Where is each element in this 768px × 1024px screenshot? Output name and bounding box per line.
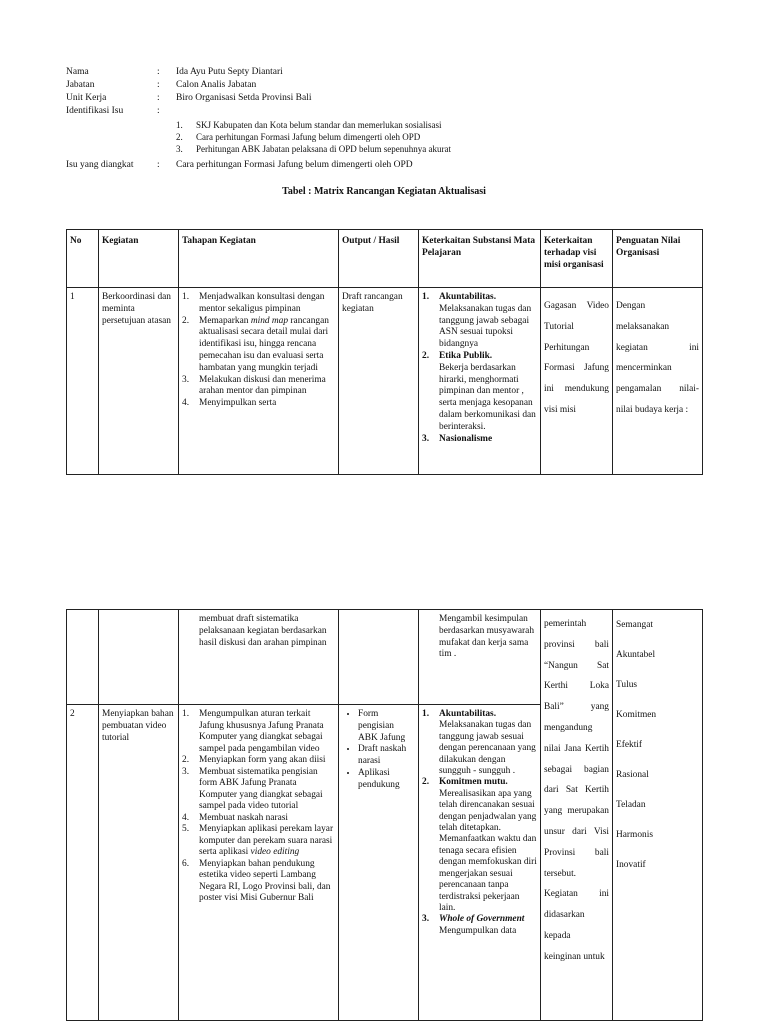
- step-item: 4. Membuat naskah narasi: [182, 812, 289, 823]
- issue-item: 3. Perhitungan ABK Jabatan pelaksana di OPD belum sepenuhnya akurat: [176, 144, 451, 154]
- step-item: 1. Mengumpulkan aturan terkait Jafung khususnya Jafung Pranata Komputer yang diangkat sebagai sampel pada pengambilan video: [182, 709, 324, 754]
- col-header-visi-misi: Keterkaitan terhadap visi misi organisasi: [541, 230, 613, 288]
- cell-kegiatan: Menyiapkan bahan pembuatan video tutorial: [99, 705, 179, 1021]
- col-header-substansi: Keterkaitan Substansi Mata Pelajaran: [419, 230, 541, 288]
- nilai-item: Efektif: [616, 740, 643, 750]
- field-label: Isu yang diangkat: [66, 160, 134, 170]
- col-header-tahapan: Tahapan Kegiatan: [179, 230, 339, 288]
- col-header-nilai: Penguatan Nilai Organisasi: [613, 230, 703, 288]
- field-jabatan: [0, 79, 768, 91]
- field-colon: :: [157, 67, 160, 77]
- step-item: 3. Melakukan diskusi dan menerima arahan mentor dan pimpinan: [182, 374, 326, 397]
- field-colon: :: [157, 106, 160, 116]
- issue-item: 1. SKJ Kabupaten dan Kota belum standar dan memerlukan sosialisasi: [176, 120, 442, 130]
- subject-item: 1. Akuntabilitas. Melaksanakan tugas dan tanggung jawab sebagai ASN sesuai tupoksi bidangnya: [422, 292, 532, 350]
- table-row: [67, 288, 703, 475]
- issue-item: 2. Cara perhitungan Formasi Jafung belum dimengerti oleh OPD: [176, 132, 421, 142]
- nilai-item: Rasional: [616, 770, 649, 780]
- cell-tahapan-cont: membuat draft sistematika pelaksanaan kegiatan berdasarkan hasil diskusi dan arahan pimpinan: [179, 610, 339, 705]
- cell-tahapan: [179, 288, 339, 475]
- cell-tahapan: [179, 705, 339, 1021]
- table-caption: Tabel : Matrix Rancangan Kegiatan Aktualisasi: [282, 186, 486, 197]
- field-label: Nama: [66, 67, 89, 77]
- subject-item: 2. Etika Publik. Bekerja berdasarkan hirarki, menghormati pimpinan dan mentor , serta menjaga kesopanan dalam berkomunikasi dan berinteraksi.: [422, 350, 536, 432]
- nilai-item: Inovatif: [616, 860, 646, 870]
- table-row-continued: [67, 610, 703, 705]
- cell-no: [67, 610, 99, 705]
- cell-kegiatan: [99, 610, 179, 705]
- cell-substansi: [419, 288, 541, 475]
- step-item: 3. Membuat sistematika pengisian form ABK Jafung Pranata Komputer yang diangkat sebagai sampel pada video tutorial: [182, 766, 323, 811]
- col-header-kegiatan: Kegiatan: [99, 230, 179, 288]
- cell-substansi: [419, 705, 541, 1021]
- cell-output: [339, 705, 419, 1021]
- cell-output: Draft rancangan kegiatan: [339, 288, 419, 475]
- nilai-item: Akuntabel: [616, 650, 656, 660]
- output-item: • Aplikasi pendukung: [358, 768, 415, 792]
- field-value: Calon Analis Jabatan: [176, 80, 257, 90]
- step-item: 5. Menyiapkan aplikasi perekam layar komputer dan perekam suara narasi serta aplikasi video editing: [182, 824, 334, 857]
- subject-item: 1. Akuntabilitas. Melaksanakan tugas dan tanggung jawab sesuai dengan perencanaan yang dilakukan dengan sungguh - sungguh .: [422, 709, 536, 777]
- field-label: Unit Kerja: [66, 93, 107, 103]
- field-colon: :: [157, 93, 160, 103]
- output-item: • Draft naskah narasi: [358, 744, 415, 768]
- activity-matrix-table-continued: [66, 609, 703, 1021]
- field-colon: :: [157, 80, 160, 90]
- cell-visi-misi: Gagasan Video Tutorial Perhitungan Formasi Jafung ini mendukung visi misi: [541, 288, 613, 475]
- cell-output: [339, 610, 419, 705]
- field-unit-kerja: [0, 92, 768, 104]
- activity-matrix-table: [66, 229, 703, 475]
- subject-item: 2. Komitmen mutu. Merealisasikan apa yang telah direncanakan sesuai dengan penjadwalan yang telah ditetapkan. Memanfaatkan waktu dan tenaga secara efisien dengan memfokuskan diri mengerjakan sesuai perencanaan tanpa terdistraksi pekerjaan lain.: [422, 777, 537, 913]
- nilai-item: Teladan: [616, 800, 646, 810]
- nilai-item: Harmonis: [616, 830, 653, 840]
- cell-kegiatan: Berkoordinasi dan meminta persetujuan atasan: [99, 288, 179, 475]
- subject-item: 3. Whole of Government Mengumpulkan data: [422, 914, 525, 936]
- step-item: 2. Menyiapkan form yang akan diisi: [182, 755, 326, 765]
- cell-visi-misi-cont: pemerintah provinsi bali “Nangun Sat Kerthi Loka Bali” yang mengandung nilai Jana Kertih sebagai bagian dari Sat Kertih yang merupakan unsur dari Visi Provinsi bali tersebut. Kegiatan ini didasarkan kepada keinginan untuk: [541, 610, 613, 1021]
- field-colon: :: [157, 160, 160, 170]
- issue-list: [176, 119, 451, 155]
- cell-nilai-list: [613, 610, 703, 1021]
- nilai-item: Semangat: [616, 620, 653, 630]
- subject-item: 3. Nasionalisme: [422, 433, 493, 444]
- step-item: 1. Menjadwalkan konsultasi dengan mentor sekaligus pimpinan: [182, 292, 325, 314]
- step-item: 4. Menyimpulkan serta: [182, 398, 277, 409]
- field-value: Biro Organisasi Setda Provinsi Bali: [176, 93, 312, 103]
- table-header-row: [67, 230, 703, 288]
- cell-no: 1: [67, 288, 99, 475]
- field-isu-diangkat: [0, 159, 768, 171]
- output-item: • Form pengisian ABK Jafung: [358, 709, 415, 744]
- field-label: Identifikasi Isu: [66, 106, 124, 116]
- field-value: Cara perhitungan Formasi Jafung belum dimengerti oleh OPD: [176, 160, 413, 170]
- cell-substansi-cont: Mengambil kesimpulan berdasarkan musyawarah mufakat dan kerja sama tim .: [419, 610, 541, 705]
- nilai-item: Komitmen: [616, 710, 657, 720]
- col-header-output: Output / Hasil: [339, 230, 419, 288]
- cell-no: 2: [67, 705, 99, 1021]
- step-item: 2. Memaparkan mind map rancangan aktualisasi secara detail mulai dari identifikasi isu, hingga rencana pemecahan isu dan evaluasi serta hambatan yang mungkin terjadi: [182, 315, 329, 373]
- field-identifikasi-isu: [0, 105, 768, 117]
- field-value: Ida Ayu Putu Septy Diantari: [176, 67, 283, 77]
- cell-nilai: Dengan melaksanakan kegiatan ini mencerminkan pengamalan nilai-nilai budaya kerja :: [613, 288, 703, 475]
- col-header-no: No: [67, 230, 99, 288]
- field-label: Jabatan: [66, 80, 95, 90]
- nilai-item: Tulus: [616, 680, 638, 690]
- step-item: 6. Menyiapkan bahan pendukung estetika video seperti Lambang Negara RI, Logo Provinsi bali, dan poster visi Misi Gubernur Bali: [182, 858, 331, 903]
- field-nama: [0, 66, 768, 78]
